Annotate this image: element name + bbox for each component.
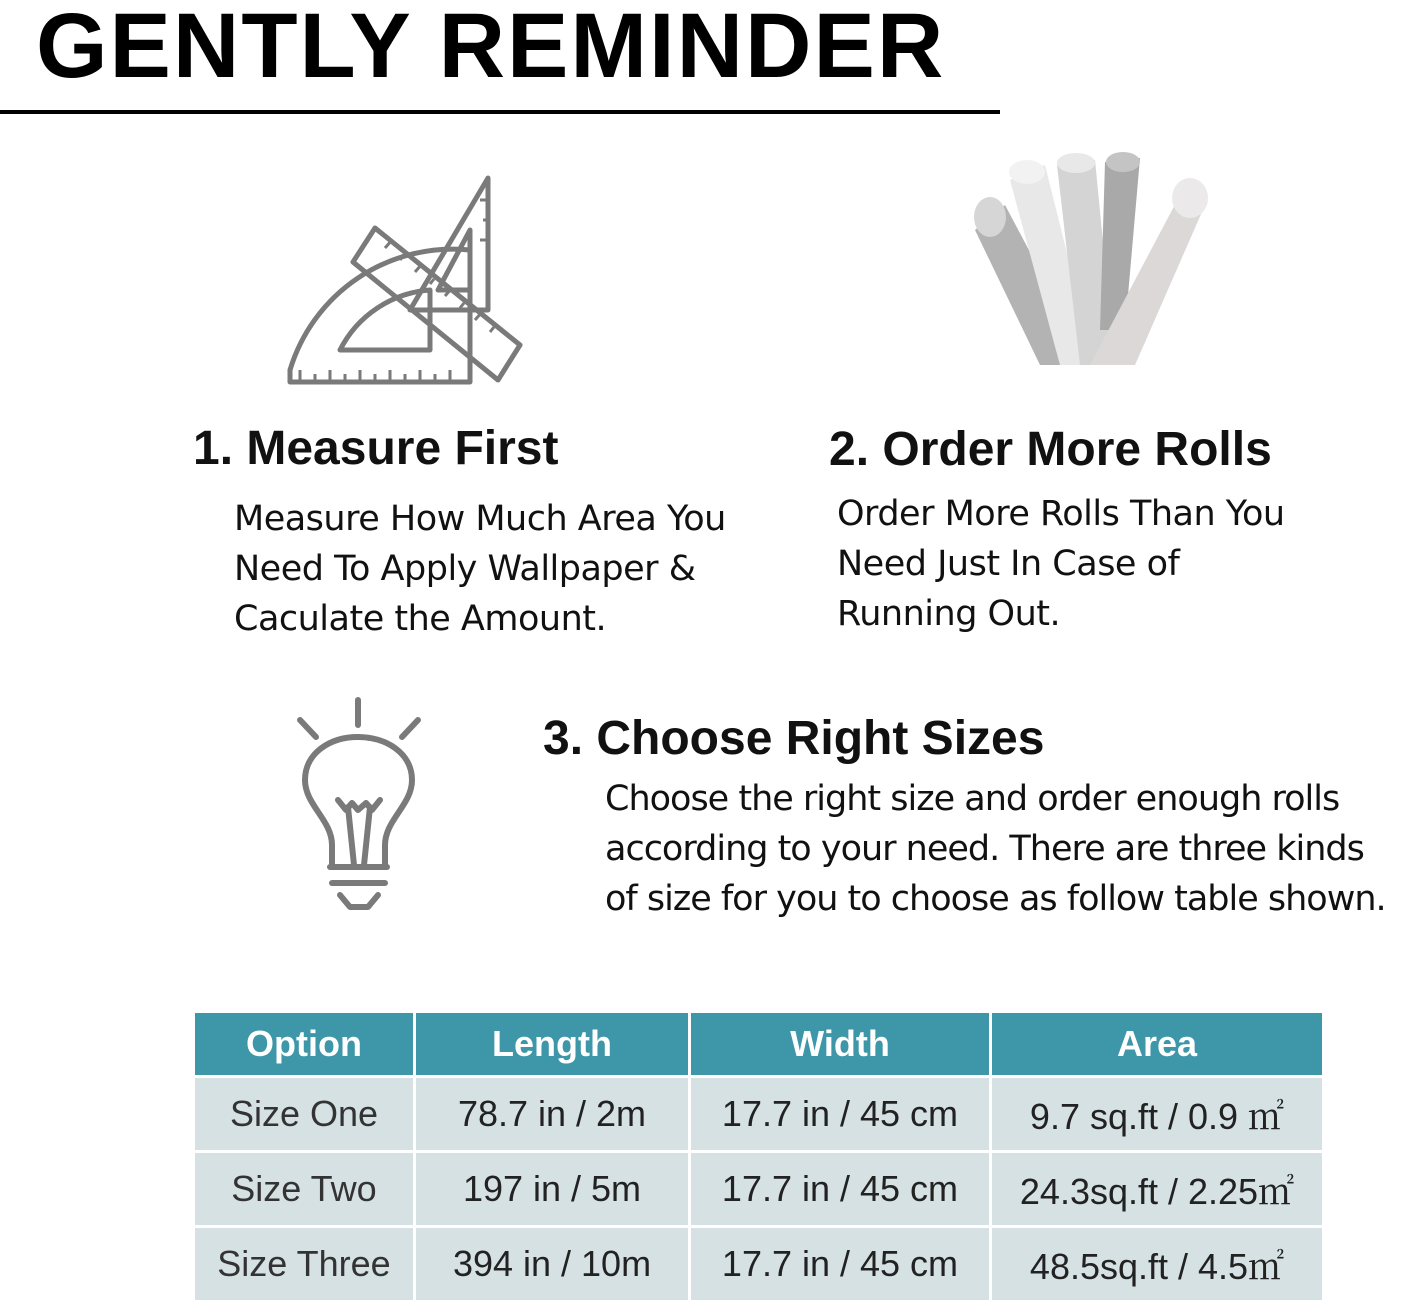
table-cell: Size One [195,1078,413,1150]
column-header: Width [691,1013,989,1075]
table-cell: 78.7 in / 2m [416,1078,688,1150]
table-cell: Size Two [195,1153,413,1225]
table-row [195,1228,1322,1300]
section-3-body [605,774,1386,924]
section-3-heading: 3. Choose Right Sizes [543,712,1045,765]
column-header: Area [992,1013,1322,1075]
text-line: Need Just In Case of [837,544,1180,584]
table-cell: Size Three [195,1228,413,1300]
table-row [195,1153,1322,1225]
table-row [195,1078,1322,1150]
text-line: of size for you to choose as follow table shown. [605,879,1386,919]
page-title: GENTLY REMINDER [36,0,946,97]
section-1-body [234,494,726,644]
table-cell: 197 in / 5m [416,1153,688,1225]
table-cell: 9.7 sq.ft / 0.9 ㎡ [992,1078,1322,1150]
lightbulb-icon [290,695,430,915]
text-line: Need To Apply Wallpaper & [234,549,696,589]
table-cell: 17.7 in / 45 cm [691,1153,989,1225]
section-2-heading: 2. Order More Rolls [829,423,1272,476]
text-line: Running Out. [837,594,1061,634]
table-cell: 394 in / 10m [416,1228,688,1300]
text-line: Measure How Much Area You [234,499,726,539]
ruler-protractor-icon [280,170,530,390]
title-divider [0,110,1000,114]
text-line: Caculate the Amount. [234,599,607,639]
table-cell: 24.3sq.ft / 2.25㎡ [992,1153,1322,1225]
table-cell: 17.7 in / 45 cm [691,1078,989,1150]
column-header: Length [416,1013,688,1075]
table-cell: 17.7 in / 45 cm [691,1228,989,1300]
table-cell: 48.5sq.ft / 4.5㎡ [992,1228,1322,1300]
wallpaper-rolls-icon [965,150,1215,375]
size-table [192,1010,1325,1303]
column-header: Option [195,1013,413,1075]
text-line: Choose the right size and order enough rolls [605,779,1340,819]
section-1-heading: 1. Measure First [193,422,559,475]
text-line: Order More Rolls Than You [837,494,1285,534]
table-header-row [195,1013,1322,1075]
section-2-body [837,489,1285,639]
text-line: according to your need. There are three kinds [605,829,1364,869]
